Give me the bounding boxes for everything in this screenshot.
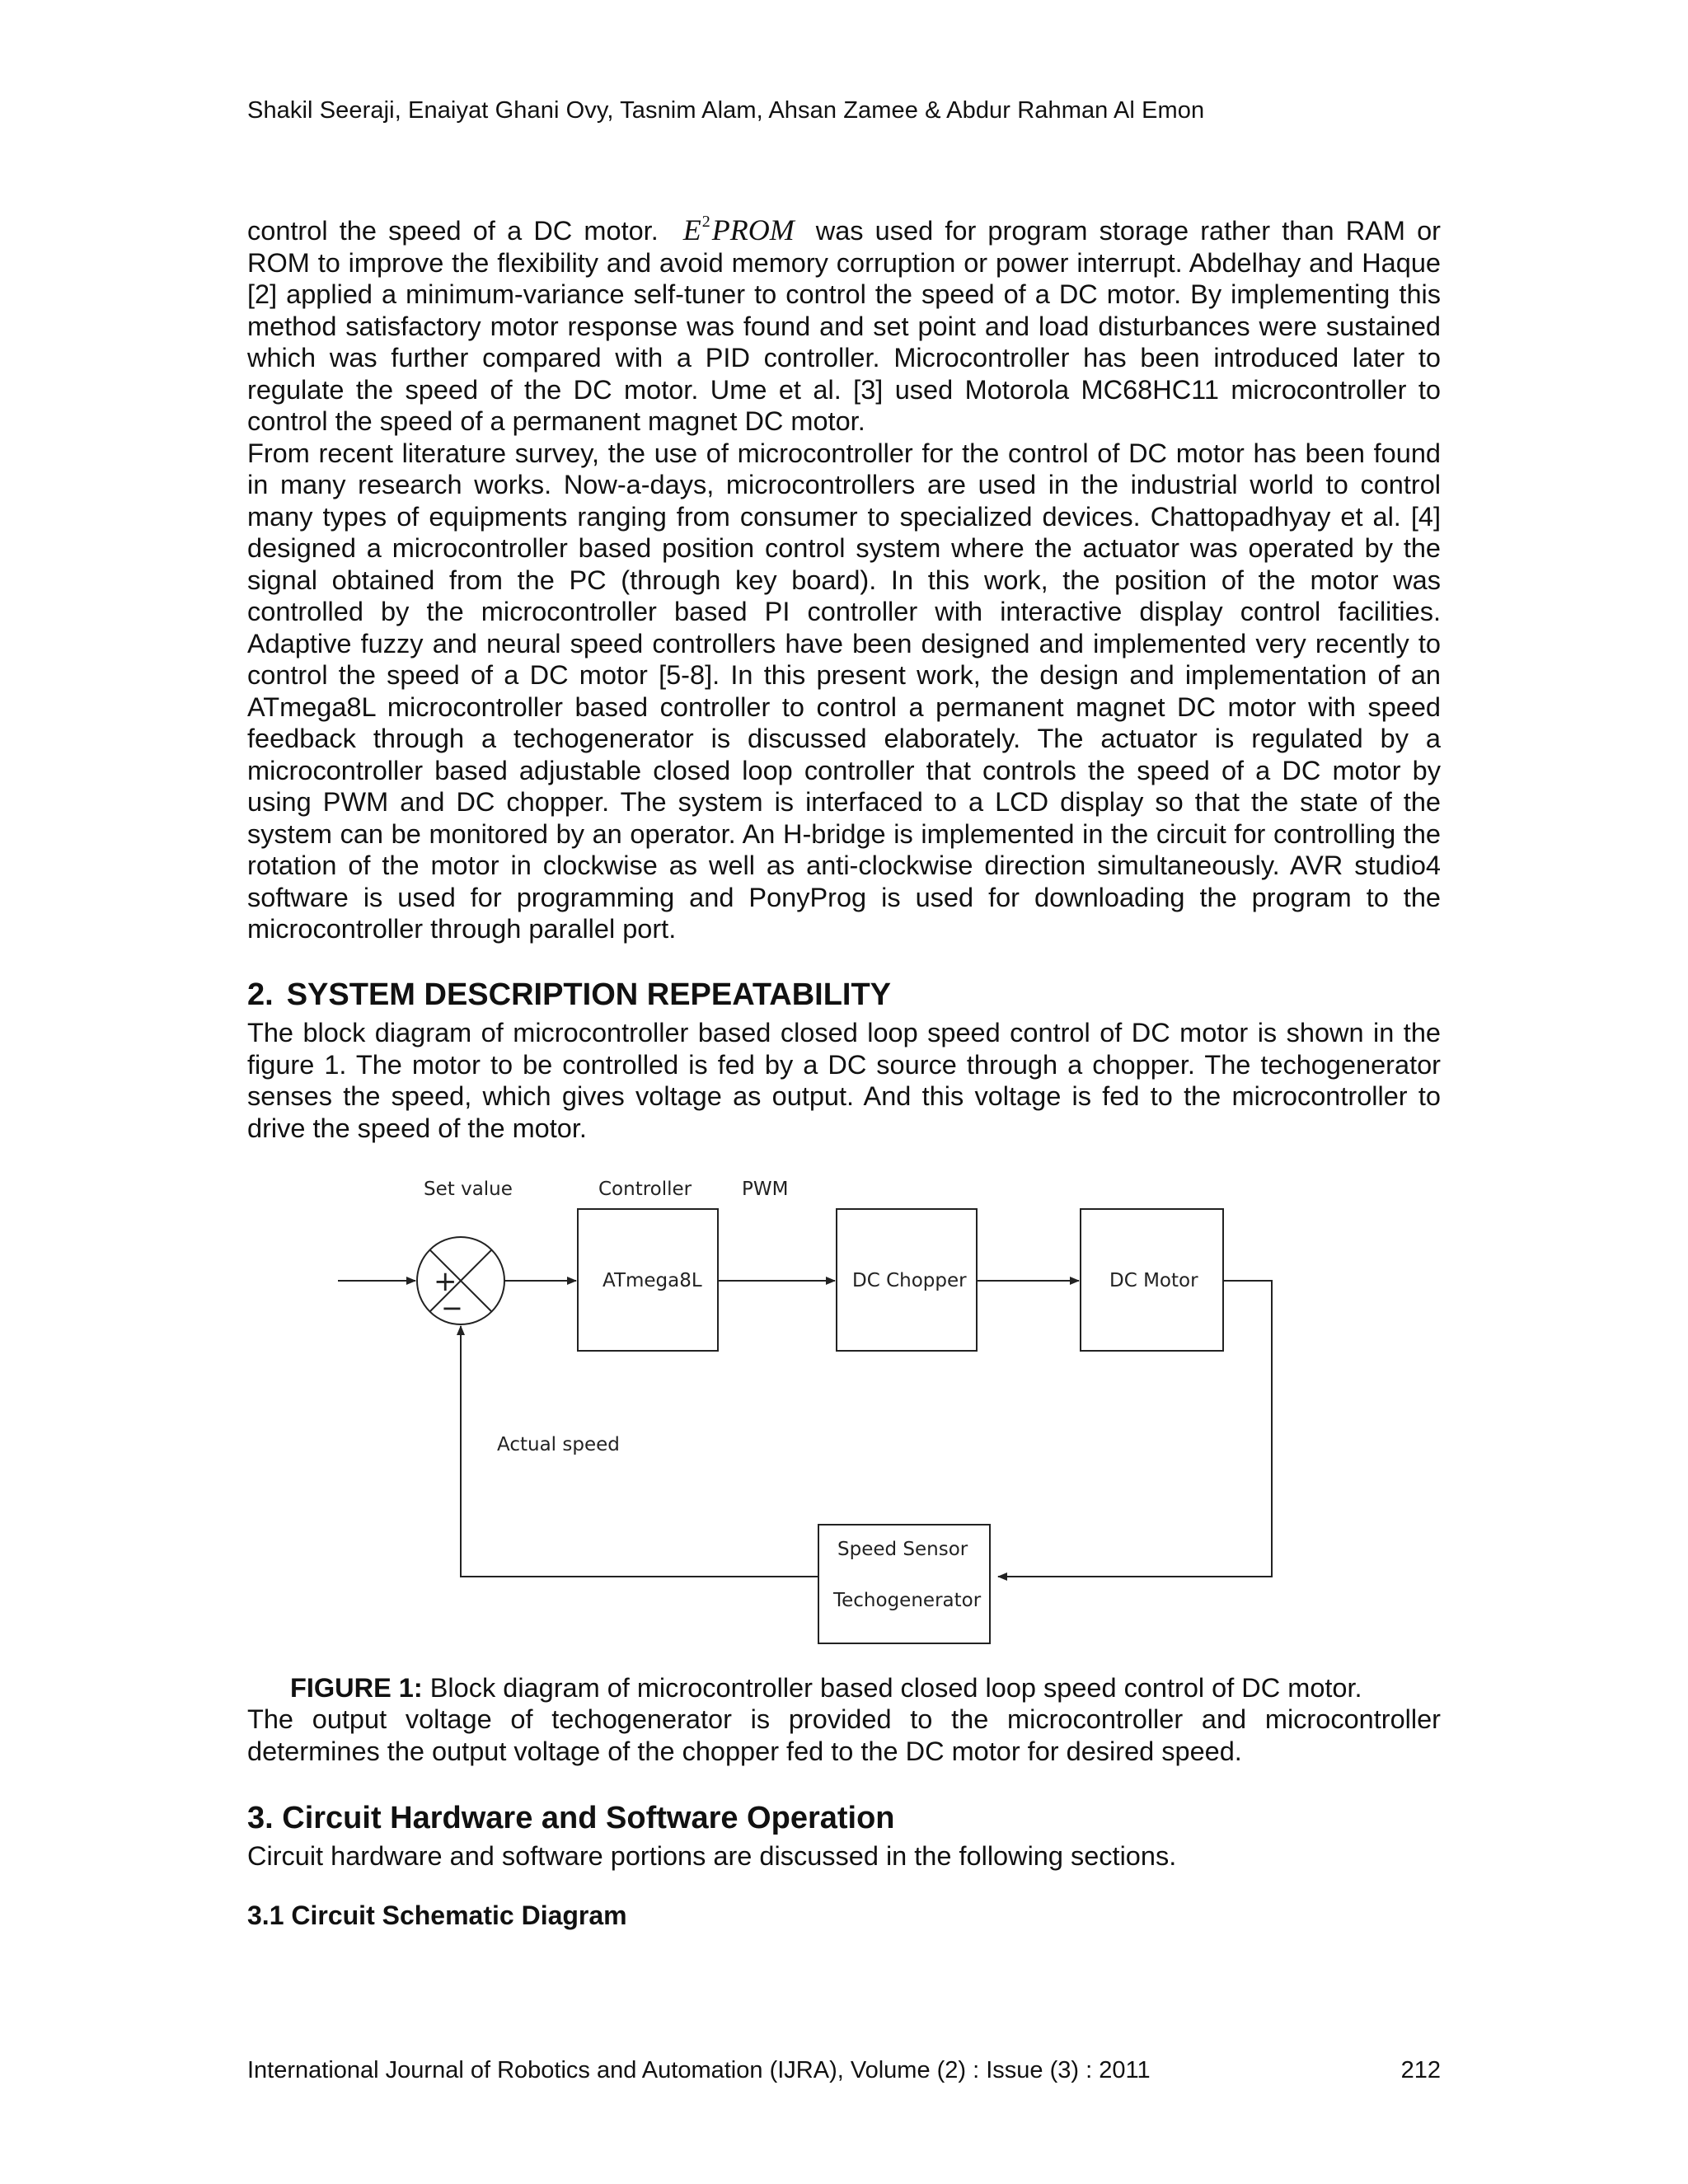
after-figure-paragraph: The output voltage of techogenerator is provided to the microcontroller and microcontroller determines the output voltage of the chopper fed to the DC motor for desired speed.: [247, 1704, 1441, 1766]
intro-paragraph-2: From recent literature survey, the use of microcontroller for the control of DC motor has been found in many research works. Now-a-days, microcontrollers are used in the industrial world to control many types of equipments ranging from consumer to specialized devices. Chattopadhyay et al. [4] designed a microcontroller based position control system where the actuator was operated by the signal obtained from the PC (through key board). In this work, the position of the motor was controlled by the microcontroller based PI controller with interactive display control facilities. Adaptive fuzzy and neural speed controllers have been designed and implemented very recently to control the speed of a DC motor [5-8]. In this present work, the design and implementation of an ATmega8L microcontroller based controller to control a permanent magnet DC motor with speed feedback through a techogenerator is discussed elaborately. The actuator is regulated by a microcontroller based adjustable closed loop controller that controls the speed of a DC motor by using PWM and DC chopper. The system is interfaced to a LCD display so that the state of the system can be monitored by an operator. An H-bridge is implemented in the circuit for controlling the rotation of the motor in clockwise as well as anti-clockwise direction simultaneously. AVR studio4 software is used for programming and PonyProg is used for downloading the program to the microcontroller through parallel port.: [247, 438, 1441, 944]
minus-sign: −: [441, 1292, 463, 1324]
intro-body: [247, 206, 1441, 945]
footer-journal: International Journal of Robotics and Automation (IJRA), Volume (2) : Issue (3) : 2011: [247, 2057, 1151, 2083]
intro-lead-text: control the speed of a DC motor.: [247, 216, 659, 246]
page-footer: [247, 2057, 1441, 2084]
section-2-paragraph: The block diagram of microcontroller based closed loop speed control of DC motor is shown in the figure 1. The motor to be controlled is fed by a DC source through a chopper. The techogenerator senses the speed, which gives voltage as output. And this voltage is fed to the microcontroller to drive the speed of the motor.: [247, 1018, 1441, 1143]
label-set-value: Set value: [424, 1179, 513, 1200]
block-dc-motor-label: DC Motor: [1109, 1270, 1198, 1291]
running-header-authors: Shakil Seeraji, Enaiyat Ghani Ovy, Tasnim Alam, Ahsan Zamee & Abdur Rahman Al Emon: [247, 97, 1205, 124]
subsection-3-1-heading: 3.1 Circuit Schematic Diagram: [247, 1900, 627, 1930]
figure-1-caption: FIGURE 1: Block diagram of microcontroller based closed loop speed control of DC motor.: [290, 1673, 1362, 1703]
footer-page-number: 212: [1400, 2057, 1441, 2083]
section-3-heading: 3. Circuit Hardware and Software Operation: [247, 1801, 895, 1835]
block-speed-sensor-line1: Speed Sensor: [837, 1539, 968, 1560]
label-pwm: PWM: [742, 1179, 789, 1200]
intro-after-math: was used for program storage rather than RAM or ROM to improve the flexibility and avoid memory corruption or power interrupt. Abdelhay and Haque [2] applied a minimum-variance self-tuner to control the speed of a DC motor. By implementing this method satisfactory motor response was found and set point and load disturbances were sustained which was further compared with a PID controller. Microcontroller has been introduced later to regulate the speed of the DC motor. Ume et al. [3] used Motorola MC68HC11 microcontroller to control the speed of a permanent magnet DC motor.: [247, 216, 1441, 436]
section-2-heading: 2. SYSTEM DESCRIPTION REPEATABILITY: [247, 977, 892, 1012]
block-speed-sensor-line2: Techogenerator: [833, 1590, 982, 1611]
label-controller: Controller: [598, 1179, 692, 1200]
section-3-paragraph: Circuit hardware and software portions are discussed in the following sections.: [247, 1841, 1177, 1871]
block-atmega8l-label: ATmega8L: [603, 1270, 702, 1291]
figure-1-block-diagram: [330, 1170, 1286, 1665]
summing-junction: [417, 1237, 504, 1324]
eeprom-math-symbol: $E^2PROM$: [682, 213, 795, 246]
intro-paragraph-1: [247, 206, 1441, 438]
block-dc-chopper-label: DC Chopper: [852, 1270, 967, 1291]
plus-sign: +: [434, 1265, 457, 1298]
label-actual-speed: Actual speed: [497, 1434, 620, 1455]
